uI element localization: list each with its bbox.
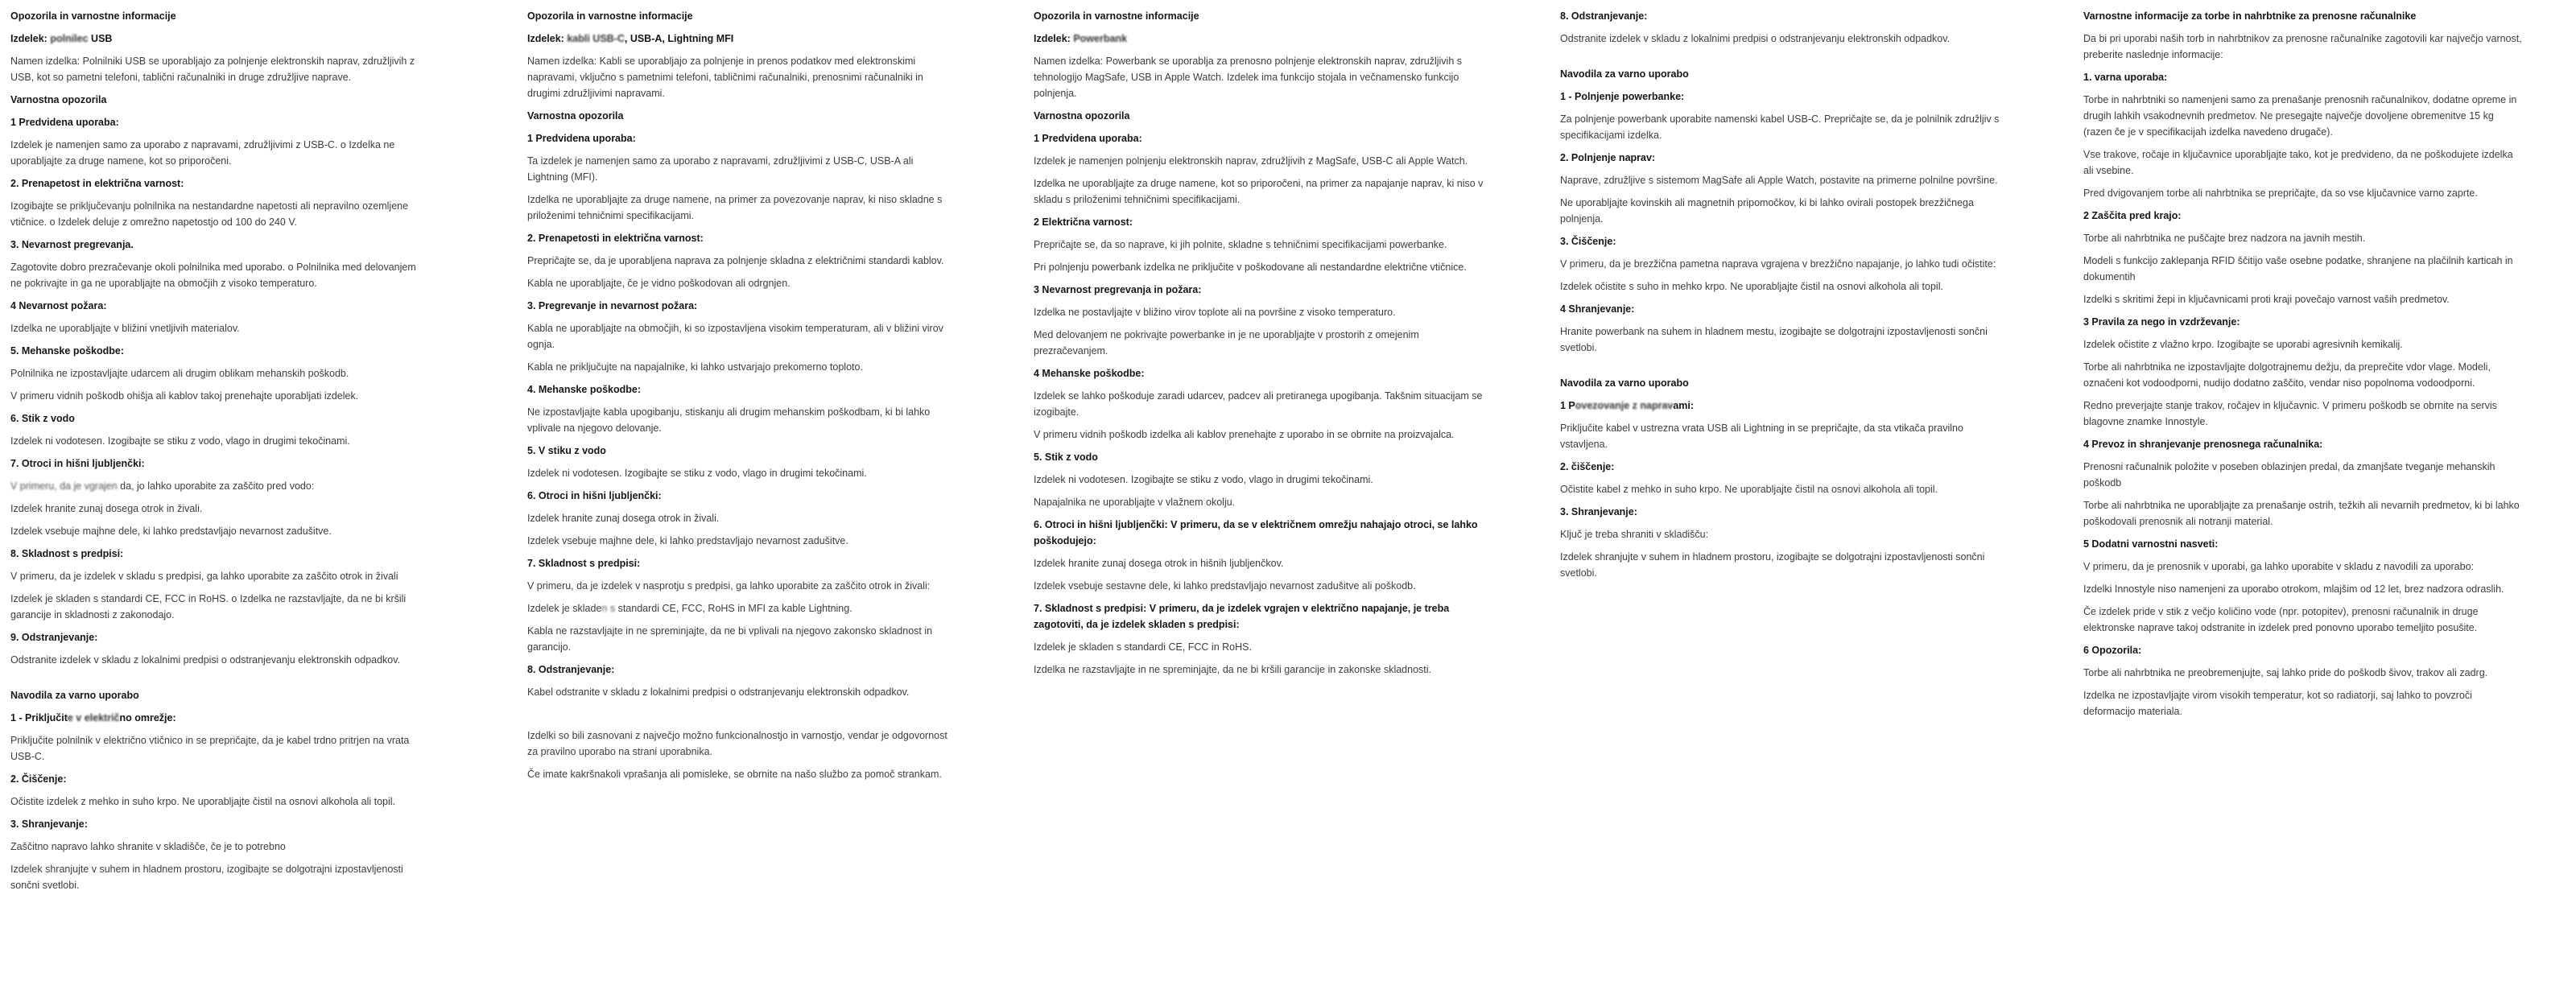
paragraph bbox=[1034, 327, 1484, 359]
text-run: Izdelek ni vodotesen. Izogibajte se stiku z vodo, vlago in drugimi tekočinami. bbox=[1034, 474, 1373, 485]
text-run: Za polnjenje powerbank uporabite namenski kabel USB-C. Prepričajte se, da je polnilnik združljiv s specifikacijami izdelka. bbox=[1560, 113, 2000, 141]
text-run: no omrežje: bbox=[119, 712, 176, 724]
text-run: 5. Mehanske poškodbe: bbox=[10, 345, 125, 357]
paragraph bbox=[527, 404, 947, 436]
heading bbox=[10, 31, 423, 47]
text-run: 3. Pregrevanje in nevarnost požara: bbox=[527, 300, 698, 311]
text-run: 9. Odstranjevanje: bbox=[10, 632, 98, 643]
paragraph bbox=[1560, 195, 2011, 227]
text-run: 4 Prevoz in shranjevanje prenosnega računalnika: bbox=[2083, 439, 2323, 450]
text-run: 8. Skladnost s predpisi: bbox=[10, 548, 124, 559]
document-column-cables bbox=[527, 8, 947, 789]
text-run: Izdelek se lahko poškoduje zaradi udarcev, padcev ali pretiranega upogibanja. Takšnim situacijam se izogibajte. bbox=[1034, 390, 1483, 418]
paragraph bbox=[2083, 581, 2522, 597]
paragraph bbox=[527, 192, 947, 224]
text-run: 3. Shranjevanje: bbox=[10, 818, 88, 830]
text-run: Izdelek hranite zunaj dosega otrok in živali. bbox=[10, 503, 203, 514]
blurred-text-run: polnilec bbox=[50, 33, 89, 44]
paragraph bbox=[1034, 472, 1484, 488]
text-run: 6. Otroci in hišni ljubljenčki: bbox=[527, 490, 662, 501]
text-run: Hranite powerbank na suhem in hladnem mestu, izogibajte se dolgotrajni izpostavljenosti sončni svetlobi. bbox=[1560, 326, 1988, 353]
text-run: Torbe ali nahrbtnika ne izpostavljajte dolgotrajnemu dežju, da preprečite vdor vlage. Modeli, označeni kot vodoodporni, nudijo dodatno zaščito, vendar niso popolnoma vodoodporni. bbox=[2083, 361, 2491, 389]
text-run: standardi CE, FCC, RoHS in MFI za kable Lightning. bbox=[617, 603, 852, 614]
text-run: 1. varna uporaba: bbox=[2083, 72, 2168, 83]
text-run: Torbe ali nahrbtnika ne uporabljajte za prenašanje ostrih, težkih ali nevarnih predmetov, ki bi lahko poškodovali prenosnik ali notranji material. bbox=[2083, 500, 2520, 527]
text-run: V primeru vidnih poškodb ohišja ali kablov takoj prenehajte uporabljati izdelek. bbox=[10, 390, 359, 402]
text-run: Odstranite izdelek v skladu z lokalnimi predpisi o odstranjevanju elektronskih odpadkov. bbox=[10, 654, 401, 666]
text-run: Izdelki s skritimi žepi in ključavnicami proti kraji povečajo varnost vaših predmetov. bbox=[2083, 294, 2450, 305]
text-run: 4 Nevarnost požara: bbox=[10, 300, 107, 311]
text-run: 2 Zaščita pred krajo: bbox=[2083, 210, 2182, 221]
text-run: 3 Pravila za nego in vzdrževanje: bbox=[2083, 316, 2240, 328]
text-run: 7. Skladnost s predpisi: bbox=[527, 558, 641, 569]
paragraph bbox=[2083, 665, 2522, 681]
paragraph bbox=[10, 794, 423, 810]
heading bbox=[2083, 69, 2522, 85]
text-run: 1 - Polnjenje powerbanke: bbox=[1560, 91, 1685, 102]
text-run: Izdelek je skladen s standardi CE, FCC in RoHS. o Izdelka ne razstavljajte, da ne bi kršili garancije in skladnosti z zakonodajo. bbox=[10, 593, 407, 621]
paragraph bbox=[527, 578, 947, 594]
text-run: Izdelek je namenjen samo za uporabo z napravami, združljivimi z USB-C. o Izdelka ne uporabljajte za druge namene, kot so priporočeni. bbox=[10, 139, 395, 167]
text-run: 5 Dodatni varnostni nasveti: bbox=[2083, 538, 2219, 550]
paragraph bbox=[1034, 388, 1484, 420]
text-run: Izdelki Innostyle niso namenjeni za uporabo otrokom, mlajšim od 12 let, brez nadzora odraslih. bbox=[2083, 583, 2504, 595]
text-run: 1 Predvidena uporaba: bbox=[1034, 133, 1142, 144]
text-run: Varnostna opozorila bbox=[527, 110, 624, 122]
text-run: Redno preverjajte stanje trakov, ročajev in ključavnic. V primeru poškodb se obrnite na servis blagovne znamke Innostyle. bbox=[2083, 400, 2497, 427]
paragraph bbox=[527, 153, 947, 185]
heading bbox=[2083, 314, 2522, 330]
heading bbox=[1034, 31, 1484, 47]
blurred-text-run: V primeru, da je vgrajen bbox=[10, 480, 118, 492]
heading bbox=[2083, 208, 2522, 224]
paragraph bbox=[1560, 256, 2011, 272]
text-run: 4 Shranjevanje: bbox=[1560, 303, 1635, 315]
paragraph bbox=[527, 728, 947, 760]
heading bbox=[10, 343, 423, 359]
text-run: 7. Otroci in hišni ljubljenčki: bbox=[10, 458, 145, 469]
text-run: Izdelek ni vodotesen. Izogibajte se stiku z vodo, vlago in drugimi tekočinami. bbox=[527, 468, 867, 479]
heading bbox=[1034, 282, 1484, 298]
text-run: 2. Prenapetosti in električna varnost: bbox=[527, 233, 704, 244]
heading bbox=[10, 687, 423, 703]
text-run: 5. V stiku z vodo bbox=[527, 445, 606, 456]
paragraph bbox=[2083, 336, 2522, 353]
paragraph bbox=[1560, 526, 2011, 542]
text-run: 2 Električna varnost: bbox=[1034, 216, 1133, 228]
paragraph bbox=[2083, 459, 2522, 491]
text-run: Kabla ne priključujte na napajalnike, ki lahko ustvarjajo prekomerno toploto. bbox=[527, 361, 863, 373]
text-run: Varnostne informacije za torbe in nahrbtnike za prenosne računalnike bbox=[2083, 10, 2417, 22]
paragraph bbox=[10, 732, 423, 765]
text-run: Priključite kabel v ustrezna vrata USB ali Lightning in se prepričajte, da sta vtikača pravilno vstavljena. bbox=[1560, 423, 1963, 450]
text-run: Opozorila in varnostne informacije bbox=[10, 10, 176, 22]
paragraph bbox=[527, 359, 947, 375]
paragraph bbox=[2083, 359, 2522, 391]
heading bbox=[10, 629, 423, 645]
text-run: 4 Mehanske poškodbe: bbox=[1034, 368, 1145, 379]
text-run: Če imate kakršnakoli vprašanja ali pomisleke, se obrnite na našo službo za pomoč strankam. bbox=[527, 769, 942, 780]
text-run: Naprave, združljive s sistemom MagSafe ali Apple Watch, postavite na primerne polnilne površine. bbox=[1560, 175, 1998, 186]
paragraph bbox=[2083, 92, 2522, 140]
text-run: 3 Nevarnost pregrevanja in požara: bbox=[1034, 284, 1202, 295]
text-run: 5. Stik z vodo bbox=[1034, 451, 1098, 463]
text-run: 6. Stik z vodo bbox=[10, 413, 75, 424]
document-column-powerbank bbox=[1034, 8, 1484, 684]
paragraph bbox=[527, 684, 947, 700]
paragraph bbox=[527, 766, 947, 782]
text-run: 6 Opozorila: bbox=[2083, 645, 2142, 656]
text-run: Kabla ne razstavljajte in ne spreminjajte, da ne bi vplivali na njegovo zakonsko skladnost in garancijo. bbox=[527, 625, 933, 653]
text-run: Namen izdelka: Powerbank se uporablja za prenosno polnjenje elektronskih naprav, združljivih s tehnologijo MagSafe, USB in Apple Watch. Izdelek ima funkcijo stojala in večnamensko funkcijo polnjenja. bbox=[1034, 56, 1463, 99]
heading bbox=[1560, 66, 2011, 82]
text-run: Navodila za varno uporabo bbox=[10, 690, 139, 701]
text-run: Izdelka ne uporabljajte v bližini vnetljivih materialov. bbox=[10, 323, 240, 334]
text-run: Izdelka ne razstavljajte in ne spreminjajte, da ne bi kršili garancije in zakonske skladnosti. bbox=[1034, 664, 1432, 675]
heading bbox=[2083, 642, 2522, 658]
heading bbox=[527, 130, 947, 146]
text-run: Ne izpostavljajte kabla upogibanju, stiskanju ali drugim mehanskim poškodbam, ki bi lahko vplivale na njegovo delovanje. bbox=[527, 406, 931, 434]
text-run: Ključ je treba shraniti v skladišču: bbox=[1560, 529, 1709, 540]
blurred-text-run: n s bbox=[601, 603, 618, 614]
paragraph bbox=[1034, 175, 1484, 208]
heading bbox=[10, 298, 423, 314]
document-column-usb-charger bbox=[10, 8, 423, 900]
paragraph bbox=[1560, 31, 2011, 47]
document-column-powerbank-instructions bbox=[1560, 8, 2011, 588]
text-run: Če izdelek pride v stik z večjo količino vode (npr. potopitev), prenosni računalnik in druge elektronske naprave takoj odstranite in izdelek pred ponovno uporabo temeljito posušite. bbox=[2083, 606, 2479, 633]
text-run: Izdelek hranite zunaj dosega otrok in hišnih ljubljenčkov. bbox=[1034, 558, 1284, 569]
blurred-text-run: ovezovanje z naprav bbox=[1575, 400, 1674, 411]
heading bbox=[527, 31, 947, 47]
paragraph bbox=[1034, 427, 1484, 443]
text-run: Torbe ali nahrbtnika ne puščajte brez nadzora na javnih mestih. bbox=[2083, 233, 2366, 244]
paragraph bbox=[1560, 172, 2011, 188]
heading bbox=[1560, 8, 2011, 24]
paragraph bbox=[2083, 185, 2522, 201]
text-run: Izdelek vsebuje sestavne dele, ki lahko predstavljajo nevarnost zadušitve ali poškodb. bbox=[1034, 580, 1416, 592]
text-run: Prepričajte se, da je uporabljena naprava za polnjenje skladna z električnimi standardi kablov. bbox=[527, 255, 944, 266]
paragraph bbox=[10, 365, 423, 381]
text-run: Torbe ali nahrbtnika ne preobremenjujte, saj lahko pride do poškodb šivov, trakov ali zadrg. bbox=[2083, 667, 2488, 678]
text-run: Opozorila in varnostne informacije bbox=[1034, 10, 1199, 22]
heading bbox=[2083, 536, 2522, 552]
paragraph bbox=[527, 465, 947, 481]
paragraph bbox=[1034, 494, 1484, 510]
text-run: Kabla ne uporabljajte na območjih, ki so izpostavljena visokim temperaturam, ali v bližini virov ognja. bbox=[527, 323, 943, 350]
heading bbox=[10, 8, 423, 24]
heading bbox=[1560, 504, 2011, 520]
paragraph bbox=[1560, 111, 2011, 143]
text-run: 2. čiščenje: bbox=[1560, 461, 1615, 472]
text-run: Izdelka ne uporabljajte za druge namene, na primer za povezovanje naprav, ki niso skladne s priloženimi tehničnimi specifikacijami. bbox=[527, 194, 943, 221]
text-run: Izdelka ne postavljajte v bližino virov toplote ali na površine z visoko temperaturo. bbox=[1034, 307, 1396, 318]
paragraph bbox=[1560, 481, 2011, 497]
text-run: Navodila za varno uporabo bbox=[1560, 68, 1689, 80]
paragraph bbox=[1034, 237, 1484, 253]
paragraph bbox=[527, 510, 947, 526]
text-run: 3. Shranjevanje: bbox=[1560, 506, 1637, 517]
text-run: Ne uporabljajte kovinskih ali magnetnih pripomočkov, ki bi lahko ovirali postopek brezžičnega polnjenja. bbox=[1560, 197, 1974, 225]
heading bbox=[1034, 8, 1484, 24]
text-run: 3. Nevarnost pregrevanja. bbox=[10, 239, 134, 250]
paragraph bbox=[10, 478, 423, 494]
heading bbox=[2083, 8, 2522, 24]
text-run: 1 - Priključit bbox=[10, 712, 68, 724]
paragraph bbox=[10, 433, 423, 449]
text-run: Polnilnika ne izpostavljajte udarcem ali drugim oblikam mehanskih poškodb. bbox=[10, 368, 349, 379]
text-run: Izdelek shranjujte v suhem in hladnem prostoru, izogibajte se dolgotrajni izpostavljenosti sončni svetlobi. bbox=[1560, 551, 1985, 579]
text-run: Prepričajte se, da so naprave, ki jih polnite, skladne s tehničnimi specifikacijami powerbanke. bbox=[1034, 239, 1447, 250]
heading bbox=[1560, 398, 2011, 414]
heading bbox=[1034, 449, 1484, 465]
blurred-text-run: Powerbank bbox=[1073, 33, 1128, 44]
paragraph bbox=[10, 839, 423, 855]
heading bbox=[527, 555, 947, 571]
heading bbox=[527, 8, 947, 24]
paragraph bbox=[10, 259, 423, 291]
heading bbox=[1560, 89, 2011, 105]
heading bbox=[10, 237, 423, 253]
paragraph bbox=[10, 501, 423, 517]
text-run: Modeli s funkcijo zaklepanja RFID ščitijo vaše osebne podatke, shranjene na plačilnih karticah in dokumentih bbox=[2083, 255, 2513, 282]
heading bbox=[527, 488, 947, 504]
text-run: 8. Odstranjevanje: bbox=[527, 664, 615, 675]
heading bbox=[527, 108, 947, 124]
text-run: Izdelka ne uporabljajte za druge namene, kot so priporočeni, na primer za napajanje naprav, ki niso v skladu s priloženimi tehničnimi specifikacijami. bbox=[1034, 178, 1484, 205]
document-column-laptop-bags bbox=[2083, 8, 2522, 726]
heading bbox=[1034, 130, 1484, 146]
heading bbox=[1034, 600, 1484, 633]
text-run: Očistite izdelek z mehko in suho krpo. Ne uporabljajte čistil na osnovi alkohola ali topil. bbox=[10, 796, 396, 807]
heading bbox=[10, 114, 423, 130]
paragraph bbox=[2083, 291, 2522, 307]
text-run: V primeru, da je brezžična pametna naprava vgrajena v brezžično napajanje, jo lahko tudi očistite: bbox=[1560, 258, 1996, 270]
text-run: ami: bbox=[1673, 400, 1695, 411]
paragraph bbox=[1034, 662, 1484, 678]
text-run: Izdelek očistite s suho in mehko krpo. Ne uporabljajte čistil na osnovi alkohola ali topil. bbox=[1560, 281, 1943, 292]
paragraph bbox=[2083, 398, 2522, 430]
text-run: Očistite kabel z mehko in suho krpo. Ne uporabljajte čistil na osnovi alkohola ali topil. bbox=[1560, 484, 1938, 495]
heading bbox=[10, 175, 423, 192]
paragraph bbox=[2083, 253, 2522, 285]
heading bbox=[10, 92, 423, 108]
heading bbox=[2083, 436, 2522, 452]
text-run: Opozorila in varnostne informacije bbox=[527, 10, 693, 22]
text-run: 7. Skladnost s predpisi: V primeru, da je izdelek vgrajen v električno napajanje, je treba zagotoviti, da je izdelek skladen s predpisi: bbox=[1034, 603, 1450, 630]
text-run: 3. Čiščenje: bbox=[1560, 236, 1616, 247]
text-run: 6. Otroci in hišni ljubljenčki: V primeru, da se v električnem omrežju nahajajo otroci, se lahko poškodujejo: bbox=[1034, 519, 1478, 546]
paragraph bbox=[10, 53, 423, 85]
paragraph bbox=[2083, 230, 2522, 246]
text-run: Ta izdelek je namenjen samo za uporabo z napravami, združljivimi z USB-C, USB-A ali Lightning (MFI). bbox=[527, 155, 914, 183]
paragraph bbox=[10, 652, 423, 668]
paragraph bbox=[2083, 497, 2522, 530]
paragraph bbox=[10, 198, 423, 230]
text-run: Namen izdelka: Polnilniki USB se uporabljajo za polnjenje elektronskih naprav, združljivih z USB, kot so pametni telefoni, tablični računalniki in druge združljive naprave. bbox=[10, 56, 415, 83]
text-run: Izdelek je sklade bbox=[527, 603, 602, 614]
paragraph bbox=[527, 275, 947, 291]
paragraph bbox=[1560, 549, 2011, 581]
text-run: Izdelek: bbox=[527, 33, 568, 44]
heading bbox=[1034, 214, 1484, 230]
text-run: Izdelek je skladen s standardi CE, FCC in RoHS. bbox=[1034, 641, 1252, 653]
text-run: Izdelek hranite zunaj dosega otrok in živali. bbox=[527, 513, 720, 524]
text-run: Varnostna opozorila bbox=[1034, 110, 1130, 122]
heading bbox=[527, 443, 947, 459]
text-run: 2. Prenapetost in električna varnost: bbox=[10, 178, 184, 189]
paragraph bbox=[2083, 31, 2522, 63]
text-run: V primeru, da je izdelek v nasprotju s predpisi, ga lahko uporabite za zaščito otrok in živali: bbox=[527, 580, 931, 592]
blurred-text-run: kabli USB-C bbox=[567, 33, 625, 44]
text-run: da, jo lahko uporabite za zaščito pred vodo: bbox=[117, 480, 315, 492]
text-run: Kabel odstranite v skladu z lokalnimi predpisi o odstranjevanju elektronskih odpadkov. bbox=[527, 686, 910, 698]
text-run: , USB-A, Lightning MFI bbox=[624, 33, 734, 44]
text-run: Izdelki so bili zasnovani z največjo možno funkcionalnostjo in varnostjo, vendar je odgovornost za pravilno uporabo na strani uporabnika. bbox=[527, 730, 947, 757]
heading bbox=[1560, 301, 2011, 317]
heading bbox=[527, 662, 947, 678]
heading bbox=[1034, 517, 1484, 549]
text-run: 1 Predvidena uporaba: bbox=[527, 133, 636, 144]
paragraph bbox=[10, 861, 423, 893]
text-run: Pri polnjenju powerbank izdelka ne priključite v poškodovane ali nestandardne električne vtičnice. bbox=[1034, 262, 1467, 273]
text-run: Varnostna opozorila bbox=[10, 94, 107, 105]
heading bbox=[527, 298, 947, 314]
paragraph bbox=[10, 388, 423, 404]
text-run: Napajalnika ne uporabljajte v vlažnem okolju. bbox=[1034, 497, 1236, 508]
paragraph bbox=[10, 137, 423, 169]
text-run: Izogibajte se priključevanju polnilnika na nestandardne napetosti ali nepravilno ozemljene vtičnice. o Izdelek deluje z omrežno napetostjo od 100 do 240 V. bbox=[10, 200, 409, 228]
text-run: USB bbox=[88, 33, 113, 44]
heading bbox=[10, 771, 423, 787]
paragraph bbox=[1034, 639, 1484, 655]
heading bbox=[10, 546, 423, 562]
paragraph bbox=[2083, 146, 2522, 179]
text-run: Navodila za varno uporabo bbox=[1560, 377, 1689, 389]
text-run: Izdelek očistite z vlažno krpo. Izogibajte se uporabi agresivnih kemikalij. bbox=[2083, 339, 2403, 350]
text-run: Da bi pri uporabi naših torb in nahrbtnikov za prenosne računalnike zagotovili kar največjo varnost, preberite naslednje informacije: bbox=[2083, 33, 2522, 60]
paragraph bbox=[1560, 278, 2011, 295]
text-run: Zaščitno napravo lahko shranite v skladišče, če je to potrebno bbox=[10, 841, 286, 852]
text-run: Izdelek vsebuje majhne dele, ki lahko predstavljajo nevarnost zadušitve. bbox=[527, 535, 848, 546]
paragraph bbox=[527, 600, 947, 616]
text-run: 1 P bbox=[1560, 400, 1575, 411]
paragraph bbox=[10, 568, 423, 584]
text-run: Izdelek vsebuje majhne dele, ki lahko predstavljajo nevarnost zadušitve. bbox=[10, 526, 332, 537]
text-run: 1 Predvidena uporaba: bbox=[10, 117, 119, 128]
paragraph bbox=[10, 320, 423, 336]
text-run: Pred dvigovanjem torbe ali nahrbtnika se prepričajte, da so vse ključavnice varno zaprte. bbox=[2083, 188, 2478, 199]
text-run: Med delovanjem ne pokrivajte powerbanke in je ne uporabljajte v prostorih z omejenim prezračevanjem. bbox=[1034, 329, 1419, 357]
heading bbox=[1560, 459, 2011, 475]
heading bbox=[1560, 233, 2011, 249]
paragraph bbox=[1034, 578, 1484, 594]
text-run: Izdelek ni vodotesen. Izogibajte se stiku z vodo, vlago in drugimi tekočinami. bbox=[10, 435, 350, 447]
heading bbox=[1034, 365, 1484, 381]
text-run: Kabla ne uporabljajte, če je vidno poškodovan ali odrgnjen. bbox=[527, 278, 791, 289]
text-run: Torbe in nahrbtniki so namenjeni samo za prenašanje prenosnih računalnikov, dodatne opreme in drugih lahkih vsakodnevnih predmetov. Ne presegajte največje dovoljene obremenitve 15 kg (razen če je v specifikacijah izdelka navedeno drugače). bbox=[2083, 94, 2517, 138]
heading bbox=[1560, 375, 2011, 391]
paragraph bbox=[1034, 153, 1484, 169]
text-run: Namen izdelka: Kabli se uporabljajo za polnjenje in prenos podatkov med elektronskimi napravami, vključno s pametnimi telefoni, tabličnimi računalniki, prenosnimi računalniki in drugimi združljivimi napravami. bbox=[527, 56, 923, 99]
text-run: Odstranite izdelek v skladu z lokalnimi predpisi o odstranjevanju elektronskih odpadkov. bbox=[1560, 33, 1951, 44]
text-run: Izdelka ne izpostavljajte virom visokih temperatur, kot so radiatorji, saj lahko to povzroči deformacijo materiala. bbox=[2083, 690, 2472, 717]
heading bbox=[527, 230, 947, 246]
paragraph bbox=[1034, 304, 1484, 320]
paragraph bbox=[527, 533, 947, 549]
text-run: Vse trakove, ročaje in ključavnice uporabljajte tako, kot je predvideno, da ne poškodujete izdelka ali vsebine. bbox=[2083, 149, 2513, 176]
paragraph bbox=[527, 320, 947, 353]
paragraph bbox=[2083, 604, 2522, 636]
text-run: 4. Mehanske poškodbe: bbox=[527, 384, 642, 395]
heading bbox=[1560, 150, 2011, 166]
text-run: Zagotovite dobro prezračevanje okoli polnilnika med uporabo. o Polnilnika med delovanjem ne pokrivajte in ga ne uporabljajte na območjih z visoko temperaturo. bbox=[10, 262, 416, 289]
heading bbox=[10, 816, 423, 832]
paragraph bbox=[2083, 559, 2522, 575]
paragraph bbox=[527, 253, 947, 269]
heading bbox=[1034, 108, 1484, 124]
text-run: Izdelek: bbox=[10, 33, 51, 44]
paragraph bbox=[10, 523, 423, 539]
text-run: 2. Čiščenje: bbox=[10, 773, 67, 785]
text-run: V primeru vidnih poškodb izdelka ali kablov prenehajte z uporabo in se obrnite na proizvajalca. bbox=[1034, 429, 1455, 440]
paragraph bbox=[1034, 53, 1484, 101]
paragraph bbox=[1034, 555, 1484, 571]
text-run: Izdelek je namenjen polnjenju elektronskih naprav, združljivih z MagSafe, USB-C ali Apple Watch. bbox=[1034, 155, 1468, 167]
heading bbox=[10, 710, 423, 726]
heading bbox=[10, 410, 423, 427]
paragraph bbox=[1560, 324, 2011, 356]
text-run: V primeru, da je prenosnik v uporabi, ga lahko uporabite v skladu z navodili za uporabo: bbox=[2083, 561, 2475, 572]
paragraph bbox=[527, 53, 947, 101]
heading bbox=[527, 381, 947, 398]
paragraph bbox=[1560, 420, 2011, 452]
blurred-text-run: e v električ bbox=[67, 712, 120, 724]
paragraph bbox=[2083, 687, 2522, 719]
paragraph bbox=[10, 591, 423, 623]
paragraph bbox=[527, 623, 947, 655]
text-run: 2. Polnjenje naprav: bbox=[1560, 152, 1656, 163]
text-run: Izdelek: bbox=[1034, 33, 1074, 44]
text-run: V primeru, da je izdelek v skladu s predpisi, ga lahko uporabite za zaščito otrok in živali bbox=[10, 571, 398, 582]
text-run: Priključite polnilnik v električno vtičnico in se prepričajte, da je kabel trdno pritrjen na vrata USB-C. bbox=[10, 735, 410, 762]
text-run: 8. Odstranjevanje: bbox=[1560, 10, 1648, 22]
text-run: Prenosni računalnik položite v poseben oblazinjen predal, da zmanjšate tveganje mehanskih poškodb bbox=[2083, 461, 2496, 489]
heading bbox=[10, 456, 423, 472]
text-run: Izdelek shranjujte v suhem in hladnem prostoru, izogibajte se dolgotrajni izpostavljenosti sončni svetlobi. bbox=[10, 864, 403, 891]
paragraph bbox=[1034, 259, 1484, 275]
